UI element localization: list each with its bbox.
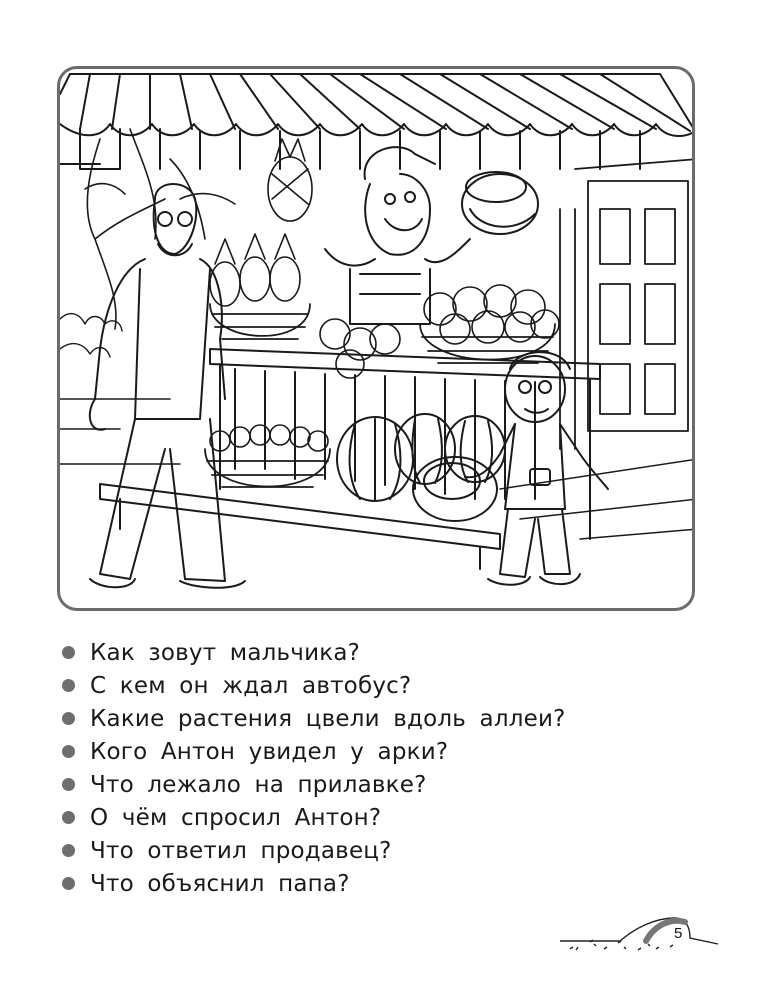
bullet-icon: [62, 712, 75, 725]
list-item: [62, 735, 566, 768]
bullet-icon: [62, 646, 75, 659]
list-item: [62, 702, 566, 735]
question-text: Кого Антон увидел у арки?: [90, 738, 449, 765]
awning: [60, 74, 695, 169]
bullet-icon: [62, 745, 75, 758]
bullet-icon: [62, 877, 75, 890]
bullet-icon: [62, 844, 75, 857]
vendor: [325, 147, 470, 324]
list-item: [62, 768, 566, 801]
list-item: [62, 801, 566, 834]
question-text: Какие растения цвели вдоль аллеи?: [90, 705, 566, 732]
question-text: С кем он ждал автобус?: [90, 672, 412, 699]
bullet-icon: [62, 679, 75, 692]
question-text: Что объяснил папа?: [90, 870, 350, 897]
question-text: Что лежало на прилавке?: [90, 771, 427, 798]
father: [90, 184, 245, 588]
list-item: [62, 636, 566, 669]
question-list: [62, 636, 566, 900]
question-text: Что ответил продавец?: [90, 837, 392, 864]
illustration-frame: [57, 66, 695, 611]
question-text: Как зовут мальчика?: [90, 639, 361, 666]
list-item: [62, 669, 566, 702]
market-illustration: [60, 69, 695, 611]
bushes: [60, 314, 122, 357]
question-text: О чём спросил Антон?: [90, 804, 382, 831]
list-item: [62, 834, 566, 867]
page-corner-decoration: [560, 916, 720, 958]
list-item: [62, 867, 566, 900]
page-number: 5: [674, 925, 683, 942]
bullet-icon: [62, 811, 75, 824]
pineapples: [210, 139, 312, 306]
building: [560, 159, 695, 449]
bullet-icon: [62, 778, 75, 791]
